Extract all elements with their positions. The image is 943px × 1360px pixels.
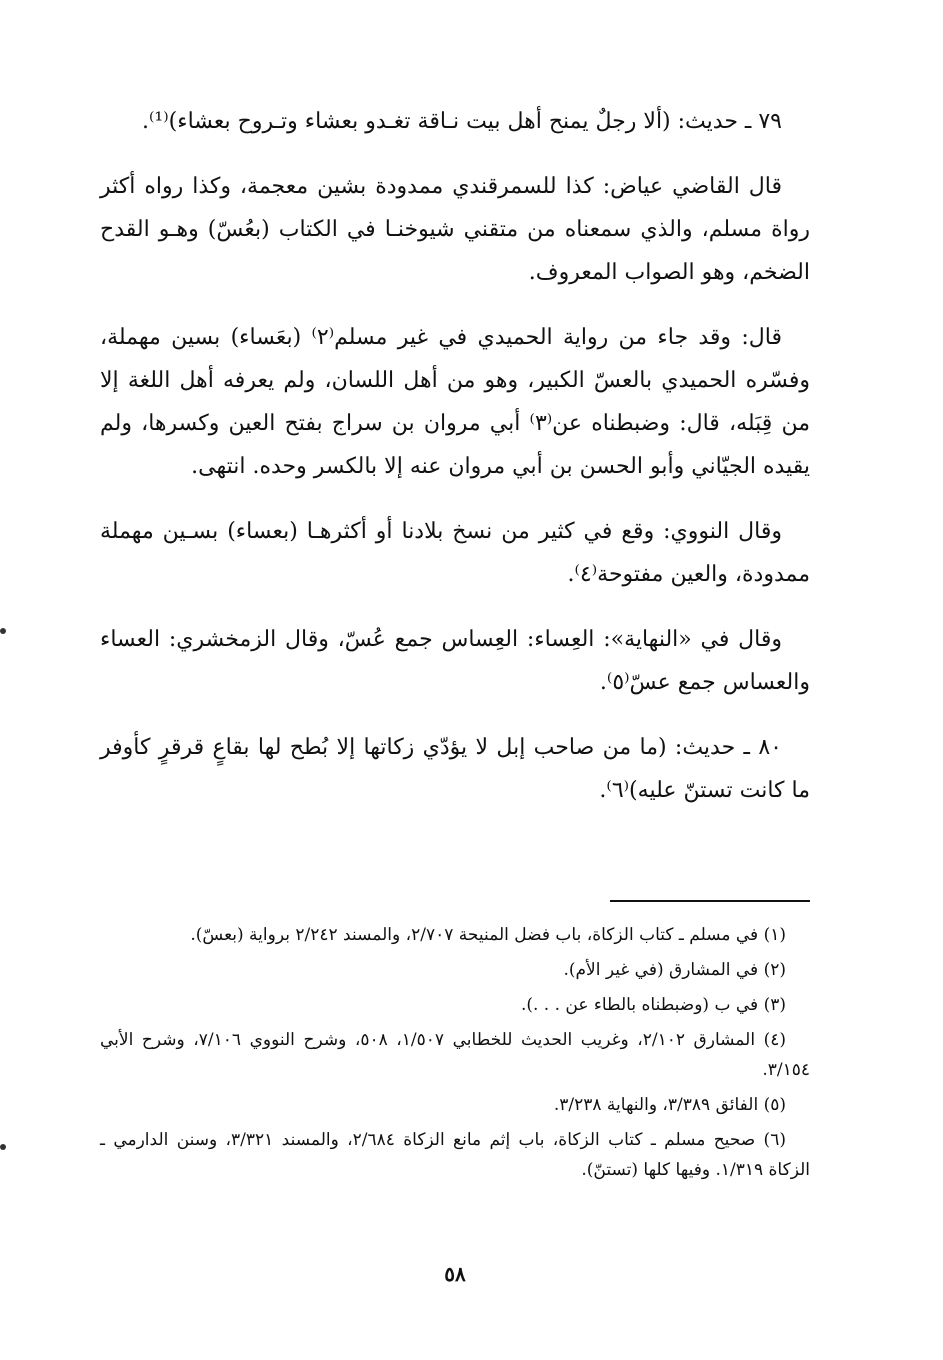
margin-mark — [0, 628, 6, 634]
paragraph-hadith-80: ٨٠ ـ حديث: (ما من صاحب إبل لا يؤدّي زكاتها إلا بُطح لها بقاعٍ قرقرٍ كأوفر ما كانت تستنّ عليه)⁽٦⁾. — [100, 735, 810, 803]
footnote-4: (٤) المشارق ٢/١٠٢، وغريب الحديث للخطابي ١/٥٠٧، ٥٠٨، وشرح النووي ٧/١٠٦، وشرح الأبي ٣/١٥٤. — [100, 1030, 810, 1080]
paragraph-hadith-79: ٧٩ ـ حديث: (ألا رجلٌ يمنح أهل بيت نـاقة تغـدو بعشاء وتـروح بعشاء)⁽¹⁾. — [142, 109, 782, 134]
main-text — [100, 100, 810, 812]
footnote-1: (١) في مسلم ـ كتاب الزكاة، باب فضل المنيحة ٢/٧٠٧، والمسند ٢/٢٤٢ برواية (بعسّ). — [190, 925, 786, 945]
book-page — [100, 100, 810, 1300]
margin-mark — [0, 1144, 6, 1150]
paragraph-nihaya: وقال في «النهاية»: العِساء: العِساس جمع عُسّ، وقال الزمخشري: العساء والعساس جمع عسّ⁽٥⁾. — [100, 627, 810, 695]
footnote-3: (٣) في ب (وضبطناه بالطاء عن . . .). — [520, 995, 786, 1015]
page-number: ٥٨ — [444, 1262, 466, 1286]
paragraph-qadi-iyad: قال القاضي عياض: كذا للسمرقندي ممدودة بشين معجمة، وكذا رواه أكثر رواة مسلم، والذي سمعناه من متقني شيوخنـا في الكتاب (بعُسّ) وهـو القدح الضخم، وهو الصواب المعروف. — [100, 174, 810, 285]
footnote-2: (٢) في المشارق (في غير الأم). — [563, 960, 786, 980]
paragraph-humaydi: قال: وقد جاء من رواية الحميدي في غير مسلم⁽٢⁾ (بعَساء) بسين مهملة، وفسّره الحميدي بالعسّ الكبير، وهو من أهل اللسان، ولم يعرفه أهل اللغة إلا من قِبَله، قال: وضبطناه عن⁽٣⁾ أبي مروان بن سراج بفتح العين وكسرها، ولم يقيده الجيّاني وأبو الحسن بن أبي مروان عنه إلا بالكسر وحده. انتهى. — [100, 325, 811, 479]
footnotes — [100, 920, 810, 1190]
footnote-separator — [610, 900, 810, 902]
footnote-5: (٥) الفائق ٣/٣٨٩، والنهاية ٣/٢٣٨. — [553, 1095, 786, 1115]
paragraph-nawawi: وقال النووي: وقع في كثير من نسخ بلادنا أو أكثرهـا (بعساء) بسـين مهملة ممدودة، والعين مفتوحة⁽٤⁾. — [100, 519, 810, 587]
footnote-6: (٦) صحيح مسلم ـ كتاب الزكاة، باب إثم مانع الزكاة ٢/٦٨٤، والمسند ٣/٣٢١، وسنن الدارمي ـ الزكاة ١/٣١٩. وفيها كلها (تستنّ). — [100, 1130, 810, 1180]
